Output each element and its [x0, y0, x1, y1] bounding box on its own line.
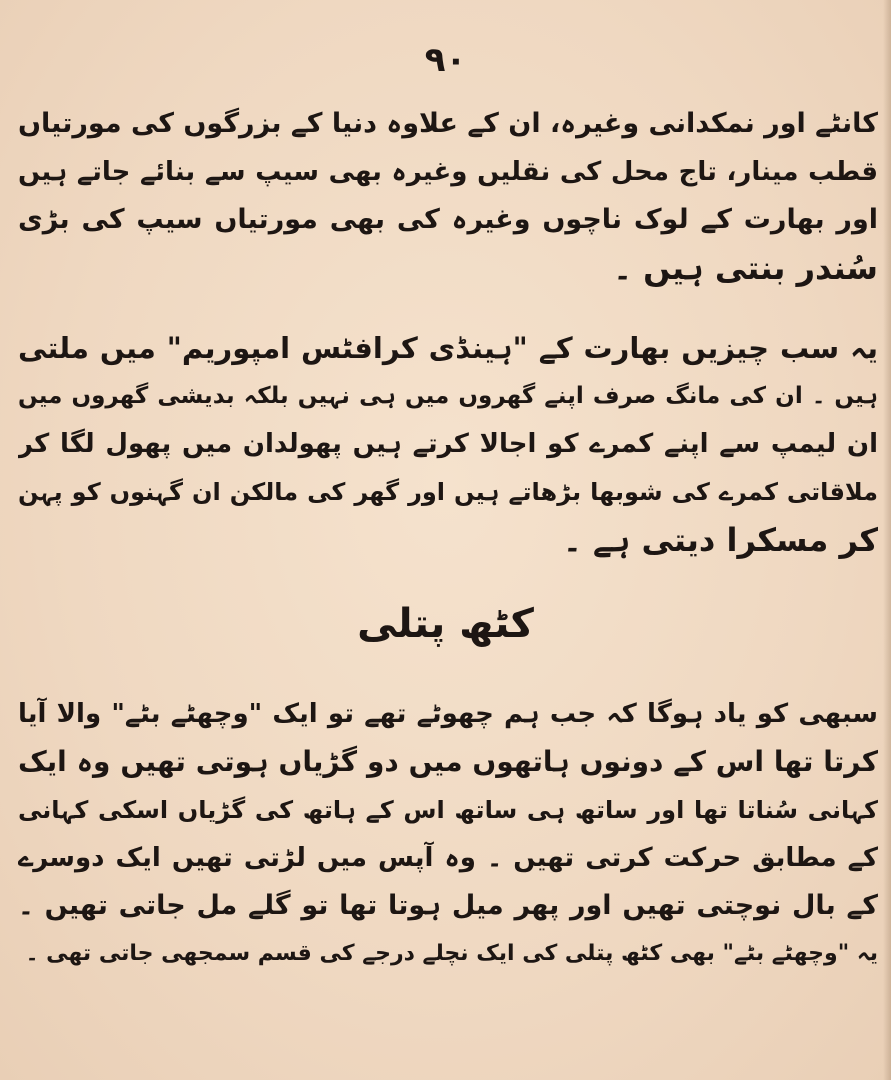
paragraph-line: کرتا تھا اس کے دونوں ہاتھوں میں دو گڑیاں ہوتی تھیں وہ ایک — [18, 745, 878, 778]
section-heading: کٹھ پتلی — [357, 601, 534, 647]
paragraph-line: کے مطابق حرکت کرتی تھیں ۔ وہ آپس میں لڑتی تھیں ایک دوسرے — [18, 843, 878, 873]
paragraph-line: ہیں ۔ ان کی مانگ صرف اپنے گھروں میں ہی نہیں بلکہ بدیشی گھروں میں — [18, 383, 878, 409]
paragraph-line: کے بال نوچتی تھیں اور پھر میل ہوتا تھا تو گلے مل جاتی تھیں ۔ — [18, 890, 878, 921]
paragraph-line: یہ سب چیزیں بھارت کے "ہینڈی کرافٹس امپوریم" میں ملتی — [18, 331, 878, 365]
paragraph-2 — [18, 324, 878, 564]
paragraph-line: یہ "وچھٹے بٹے" بھی کٹھ پتلی کی ایک نچلے درجے کی قسم سمجھی جاتی تھی ۔ — [25, 941, 878, 966]
page-edge-shadow — [883, 0, 891, 1080]
paragraph-line: ان لیمپ سے اپنے کمرے کو اجالا کرتے ہیں پھولدان میں پھول لگا کر — [18, 429, 878, 459]
paragraph-line: ملاقاتی کمرے کی شوبھا بڑھاتے ہیں اور گھر کی مالکن ان گہنوں کو پہن — [18, 478, 878, 506]
paragraph-line: کہانی سُناتا تھا اور ساتھ ہی ساتھ اس کے ہاتھ کی گڑیاں اسکی کہانی — [18, 796, 878, 824]
paragraph-line: قطب مینار، تاج محل کی نقلیں وغیرہ بھی سیپ سے بنائے جاتے ہیں — [18, 157, 878, 187]
page-number: ۹۰ — [424, 40, 467, 80]
paragraph-line: کر مسکرا دیتی ہے ۔ — [562, 521, 878, 559]
paragraph-line: سُندر بنتی ہیں ۔ — [613, 249, 878, 287]
paragraph-3 — [18, 690, 878, 978]
paragraph-line: سبھی کو یاد ہوگا کہ جب ہم چھوٹے تھے تو ایک "وچھٹے بٹے" والا آیا — [18, 699, 878, 729]
paragraph-line: اور بھارت کے لوک ناچوں وغیرہ کی بھی مورتیاں سیپ کی بڑی — [18, 204, 878, 235]
paragraph-1 — [18, 100, 878, 292]
paragraph-line: کانٹے اور نمکدانی وغیرہ، ان کے علاوہ دنیا کے بزرگوں کی مورتیاں — [18, 108, 878, 139]
